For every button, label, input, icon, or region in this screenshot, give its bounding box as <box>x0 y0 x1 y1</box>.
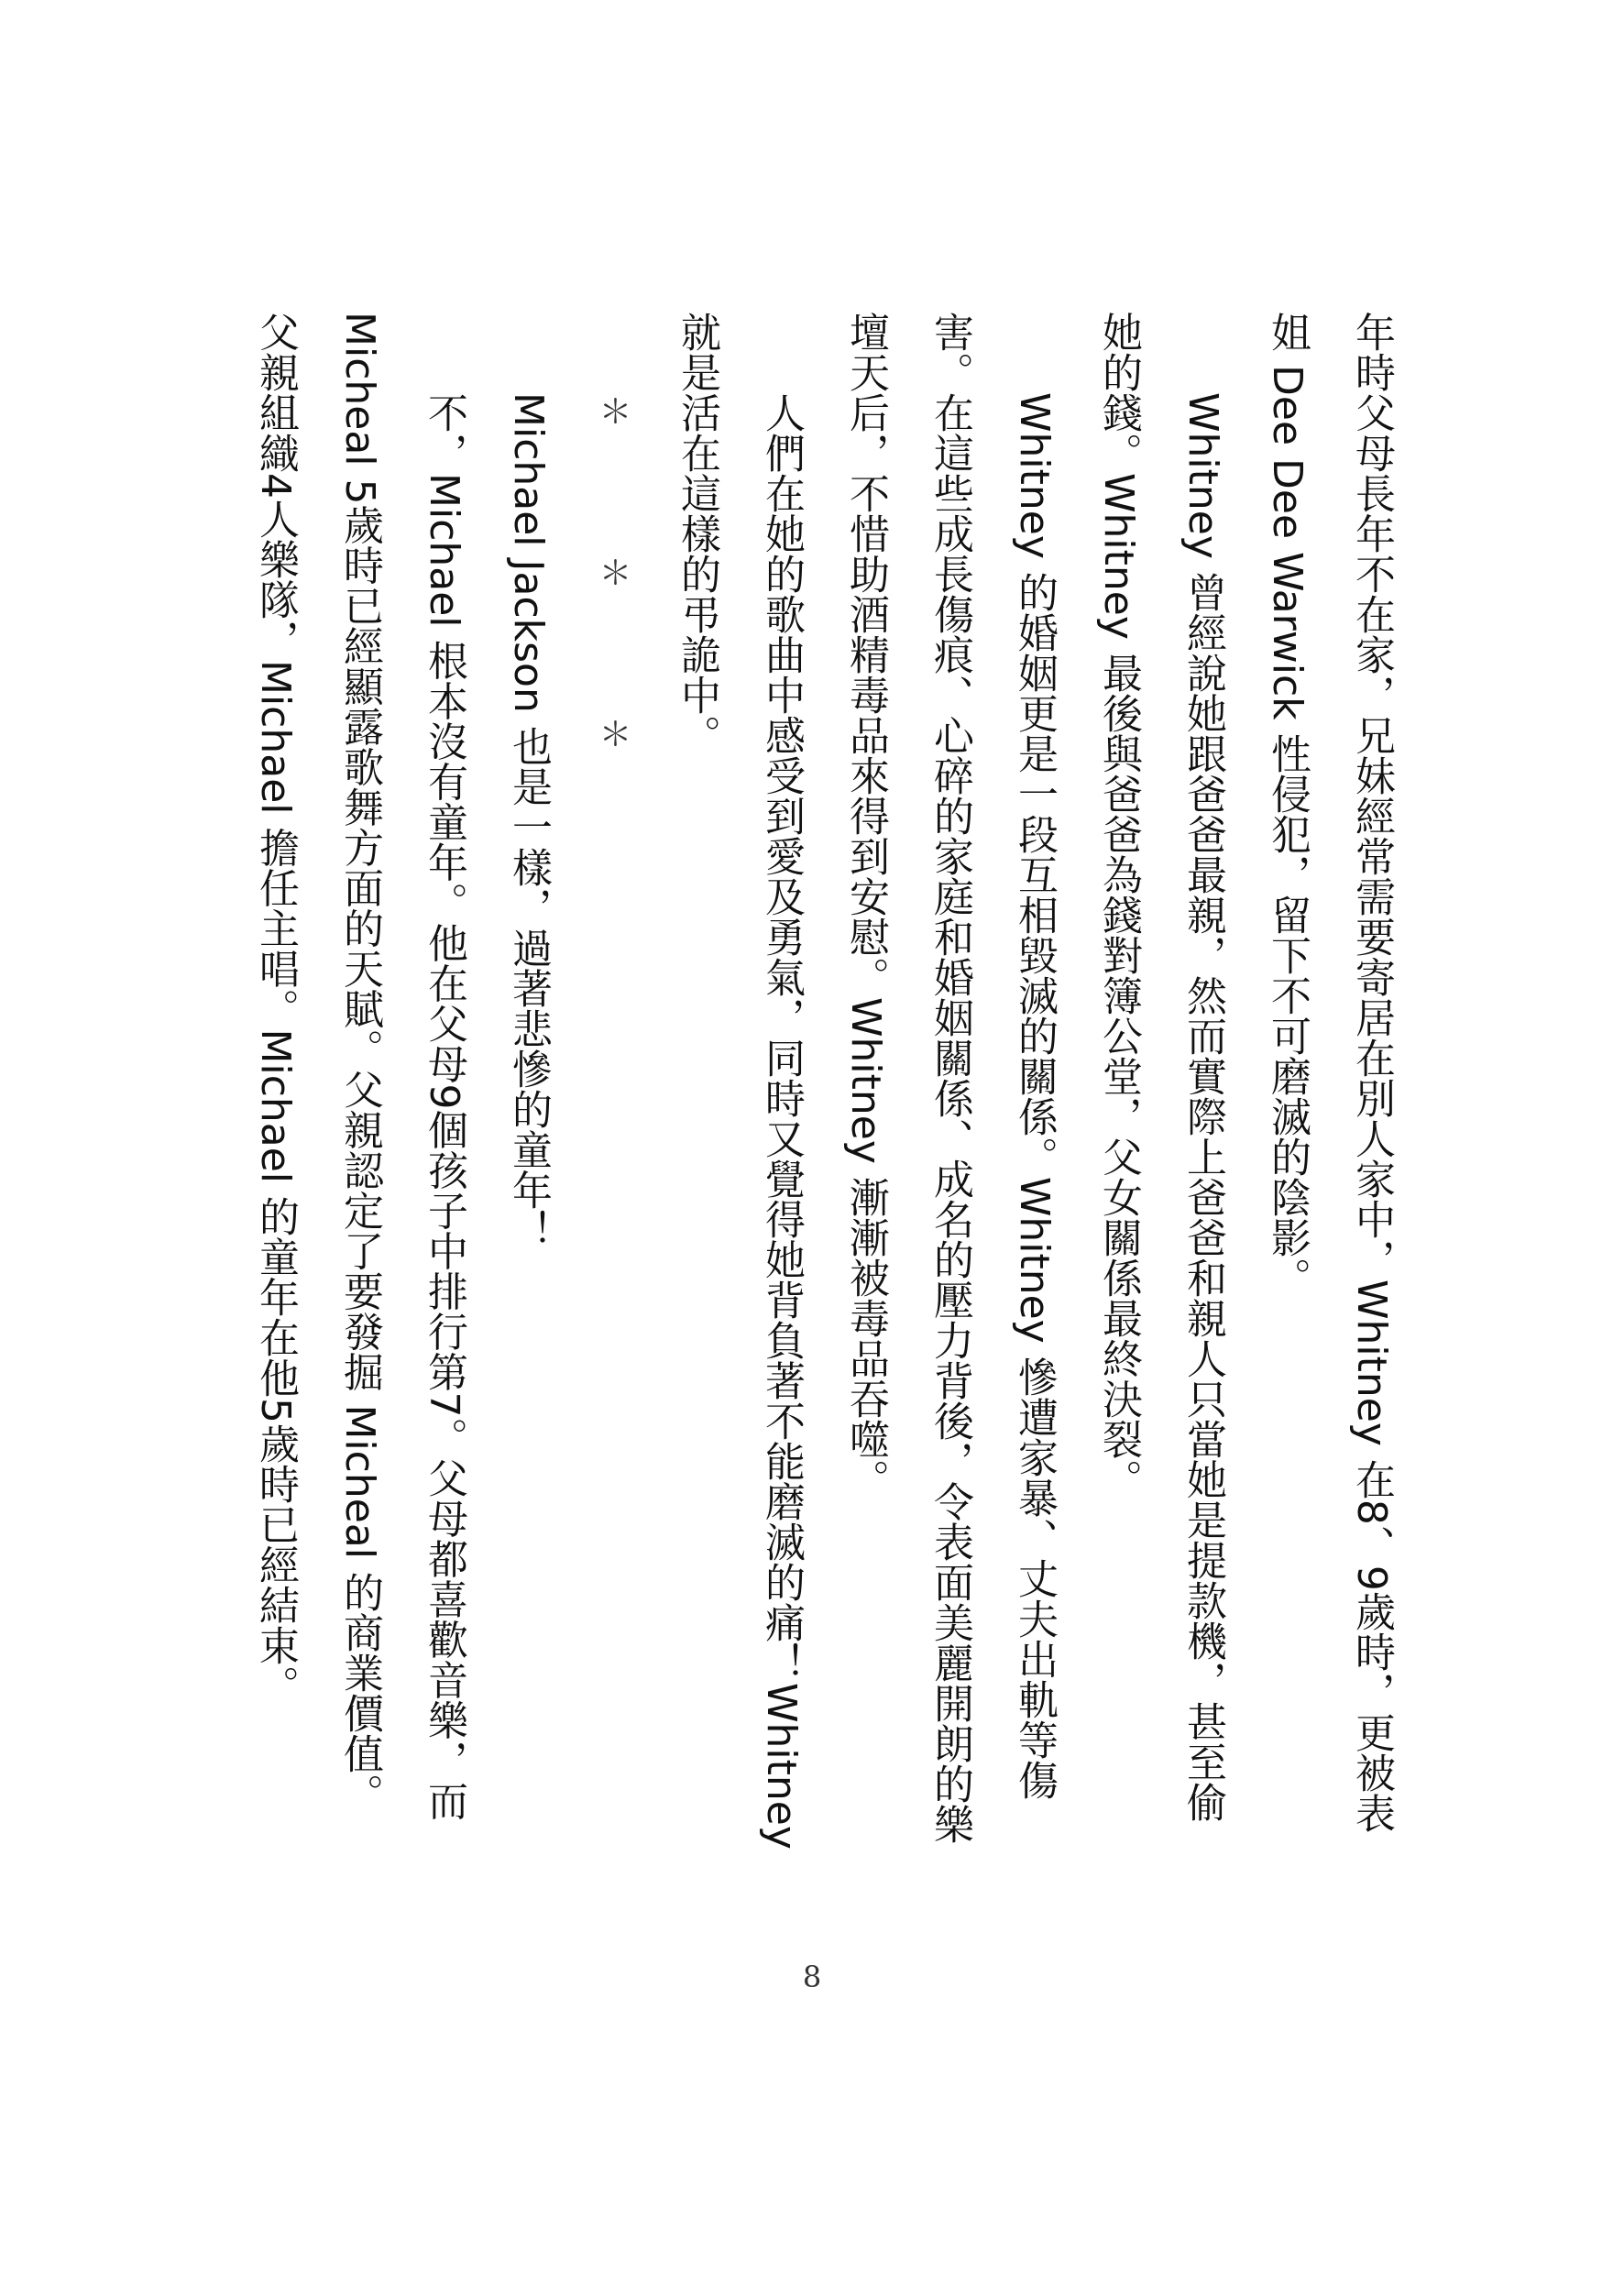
paragraph-michael-intro: Michael Jackson 也是一樣，過著悲慘的童年！ <box>505 392 552 1250</box>
paragraph-marriage: Whitney 的婚姻更是一段互相毀滅的關係。Whitney 慘遭家暴、丈夫出軌等傷害。在這些成長傷痕、心碎的家庭和婚姻關係、成名的壓力背後，令表面美麗開朗的樂壇天后，不惜助酒精毒品來得到安慰。Whitney 漸漸被毒品吞噬。 <box>842 312 1058 1844</box>
paragraph-continued: 年時父母長年不在家，兄妹經常需要寄居在別人家中，Whitney 在8、9歲時，更被表姐 Dee Dee Warwick 性侵犯，留下不可磨滅的陰影。 <box>1264 312 1395 1833</box>
vertical-text-body <box>194 312 1413 1862</box>
paragraph-paradox: 人們在她的歌曲中感受到愛及勇氣，同時又覺得她背負著不能磨滅的痛！Whitney 就是活在這樣的弔詭中。 <box>674 312 805 1862</box>
paragraph-father-relationship: Whitney 曾經說她跟爸爸最親，然而實際上爸爸和親人只當她是提款機，甚至偷她的錢。Whitney 最後與爸爸為錢對簿公堂，父女關係最終決裂。 <box>1095 312 1226 1822</box>
paragraph-michael-childhood: 不，Michael 根本沒有童年。他在父母9個孩子中排行第7。父母都喜歡音樂，而 Micheal 5歲時已經顯露歌舞方面的天賦。父親認定了要發掘 Micheal 的商業價值。父親組織4人樂隊，Michael 擔任主唱。Michael 的童年在他5歲時已經結束。 <box>252 312 467 1834</box>
page-number: 8 <box>802 1960 822 1994</box>
section-separator: ＊＊＊ <box>594 394 631 878</box>
